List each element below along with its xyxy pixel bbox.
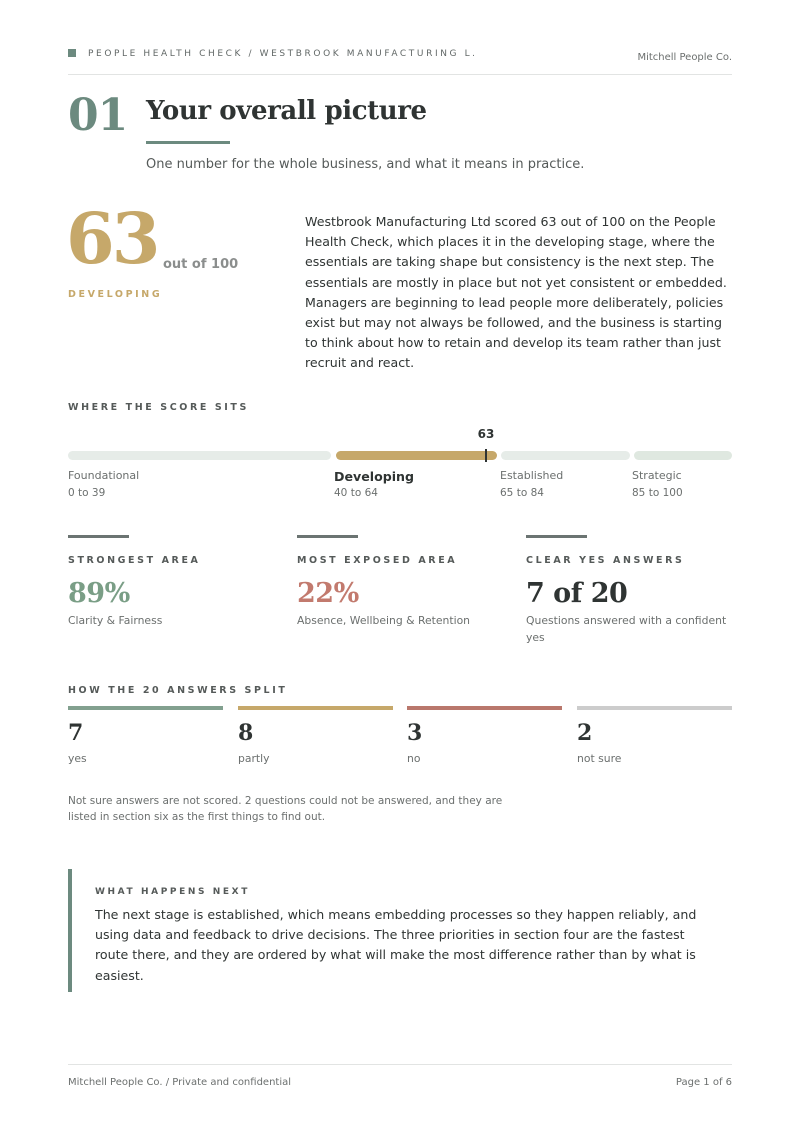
scale-band-developing xyxy=(336,451,497,460)
score-out-of: out of 100 xyxy=(163,257,239,272)
stat-note-exposed: Absence, Wellbeing & Retention xyxy=(297,614,471,627)
split-label: HOW THE 20 ANSWERS SPLIT xyxy=(68,685,288,696)
split-count-not-sure: 2 xyxy=(577,720,593,746)
score-description: Westbrook Manufacturing Ltd scored 63 out of 100 on the People Health Check, which places it in the developing stage, where the essentials are taking shape but consistency is the next step. The essentials are mostly in place but not yet consistent or embedded. Managers are beginning to lead people more deliberately, policies exist but may not always be followed, and the business is starting to think about how to retain and develop its team rather than just recruit and react. xyxy=(305,214,727,371)
split-footnote: Not sure answers are not scored. 2 questions could not be answered, and they are listed in section six as the first things to find out. xyxy=(68,795,503,823)
scale-band-strategic xyxy=(634,451,732,460)
scale-label: WHERE THE SCORE SITS xyxy=(68,402,249,413)
split-bar-not-sure xyxy=(577,706,732,710)
page-footer xyxy=(68,1064,732,1088)
stat-value-exposed: 22% xyxy=(297,578,359,609)
split-bar-yes xyxy=(68,706,223,710)
brand-square-icon xyxy=(68,49,76,57)
split-word-not-sure: not sure xyxy=(577,752,622,765)
title-underline xyxy=(146,141,230,144)
split-count-yes: 7 xyxy=(68,720,84,746)
score-stage: DEVELOPING xyxy=(68,289,163,300)
stat-rule xyxy=(297,535,358,538)
stat-value-clear-yes: 7 of 20 xyxy=(526,578,628,609)
page-number: Page 1 of 6 xyxy=(675,1077,732,1088)
split-word-partly: partly xyxy=(238,752,270,765)
stat-note-clear-yes: Questions answered with a confident yes xyxy=(526,614,727,644)
band-name-developing: Developing xyxy=(334,469,415,484)
section-number: 01 xyxy=(68,90,128,141)
page-title: Your overall picture xyxy=(146,96,427,126)
scale-marker-label: 63 xyxy=(477,427,495,441)
band-name-established: Established xyxy=(500,469,564,482)
scale-marker xyxy=(485,449,487,462)
stat-note-strongest: Clarity & Fairness xyxy=(68,614,163,627)
page-header xyxy=(68,48,732,75)
split-count-partly: 8 xyxy=(238,720,254,746)
split-word-no: no xyxy=(407,752,421,765)
callout-text: The next stage is established, which means embedding processes so they happen reliably, and using data and feedback to drive decisions. The three priorities in section four are the fastest route there, and they are ordered by what will make the most difference rather than by what is easiest. xyxy=(95,907,697,983)
band-range-foundational: 0 to 39 xyxy=(68,487,106,499)
scale-band-established xyxy=(501,451,630,460)
band-name-strategic: Strategic xyxy=(632,469,682,482)
page-subtitle: One number for the whole business, and what it means in practice. xyxy=(146,157,585,172)
stat-label-exposed: MOST EXPOSED AREA xyxy=(297,555,458,566)
callout-label: WHAT HAPPENS NEXT xyxy=(95,887,250,897)
stat-rule xyxy=(68,535,129,538)
next-steps-callout xyxy=(68,869,732,992)
band-range-established: 65 to 84 xyxy=(500,487,544,499)
footer-left: Mitchell People Co. / Private and confidential xyxy=(68,1077,292,1088)
band-range-developing: 40 to 64 xyxy=(334,487,378,499)
band-name-foundational: Foundational xyxy=(68,469,140,482)
scale-band-foundational xyxy=(68,451,331,460)
split-word-yes: yes xyxy=(68,752,87,765)
overall-score: 63 xyxy=(66,197,158,280)
breadcrumb: PEOPLE HEALTH CHECK / WESTBROOK MANUFACTURING L. xyxy=(88,49,478,59)
stat-label-clear-yes: CLEAR YES ANSWERS xyxy=(526,555,685,566)
split-count-no: 3 xyxy=(407,720,423,746)
header-brand: Mitchell People Co. xyxy=(637,52,732,63)
stat-value-strongest: 89% xyxy=(68,578,130,609)
band-range-strategic: 85 to 100 xyxy=(632,487,683,499)
split-bar-partly xyxy=(238,706,393,710)
stat-label-strongest: STRONGEST AREA xyxy=(68,555,201,566)
stat-rule xyxy=(526,535,587,538)
split-bar-no xyxy=(407,706,562,710)
